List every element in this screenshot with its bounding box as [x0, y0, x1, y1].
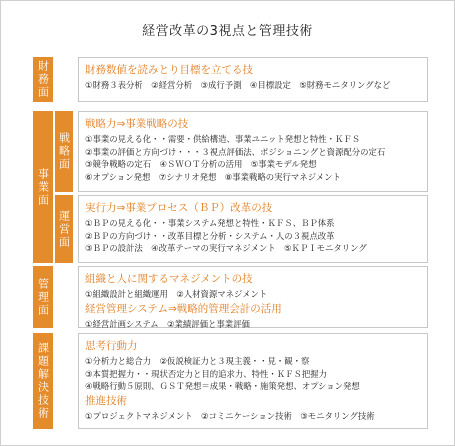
label-management-text: 管理面	[36, 277, 50, 317]
line-management-1: ①組織設計と組織運用 ②人材資源マネジメント	[85, 289, 268, 299]
line-financial-1: ①財務３表分析 ②経営分析 ③成行予測 ④目標設定 ⑤財務モニタリングなど	[85, 80, 391, 90]
line-strategy-2: ②事業の評価と方向づけ・・・３視点評価法、ポジショニングと資源配分の定石	[85, 146, 386, 157]
label-problem-solving-text: 課題解決技術	[36, 342, 50, 420]
line-operation-1: ①ＢＰの見える化・・事業システム発想と特性・ＫＦＳ、ＢＰ体系	[85, 218, 335, 228]
line-operation-3: ③ＢＰの設計法 ④改革テーマの実行マネジメント ⑤ＫＰＩモニタリング	[85, 243, 367, 254]
line-strategy-4: ⑥オプション発想 ⑦シナリオ発想 ⑧事業戦略の実行マネジメント	[85, 171, 341, 182]
heading-strategy: 戦略力⇒事業戦略の技	[85, 118, 189, 130]
box-financial	[78, 57, 428, 102]
label-strategy	[55, 111, 73, 192]
box-problem-solving	[78, 333, 428, 429]
box-strategy	[78, 111, 428, 192]
line-problem-solving-3: ④戦略行動５原則、ＧＳＴ発想＝成果・戦略・施策発想、オプション発想	[85, 381, 360, 392]
label-operation	[55, 195, 73, 263]
label-strategy-text: 戦略面	[57, 132, 71, 171]
heading-problem-solving-1: 思考行動力	[85, 340, 138, 352]
box-operation	[78, 195, 428, 263]
line-operation-2: ②ＢＰの方向づけ・・改革目標と分析・システム・人の３視点改革	[85, 230, 335, 241]
line-problem-solving-2: ③本質把握力・・現状否定力と目的追求力、特性・ＫＦＳ把握力	[85, 368, 328, 379]
page-title: 経営改革の3視点と管理技術	[142, 24, 313, 39]
box-management	[78, 266, 428, 328]
line-management-2: ①経営計画システム ②業績評価と事業評価	[85, 318, 250, 329]
label-business-text: 事業面	[36, 167, 50, 207]
label-operation-text: 運営面	[57, 209, 71, 249]
heading-problem-solving-2: 推進技術	[85, 394, 127, 407]
heading-operation: 実行力⇒事業プロセス（ＢＰ）改革の技	[85, 202, 273, 214]
line-problem-solving-1: ①分析力と総合力 ②仮説検証力と３現主義・・見・観・察	[85, 356, 310, 366]
label-management	[33, 266, 53, 328]
line-strategy-3: ③競争戦略の定石 ④ＳＷＯＴ分析の活用 ⑤事業モデル発想	[85, 159, 317, 170]
label-problem-solving	[33, 333, 53, 429]
label-financial-text: 財務面	[36, 60, 50, 99]
heading-financial: 財務数値を読みとり目標を立てる技	[85, 64, 253, 76]
label-business	[33, 111, 53, 263]
heading-management-2: 経営管理システム⇒戦略的管理会計の活用	[85, 302, 282, 315]
heading-management-1: 組織と人に関するマネジメントの技	[85, 273, 253, 285]
line-strategy-1: ①事業の見える化・・需要・供給構造、事業ユニット発想と特性・ＫＦＳ	[85, 134, 361, 144]
line-problem-solving-4: ①プロジェクトマネジメント ②コミニケーション技術 ③モニタリング技術	[85, 410, 375, 421]
label-financial	[33, 57, 53, 102]
